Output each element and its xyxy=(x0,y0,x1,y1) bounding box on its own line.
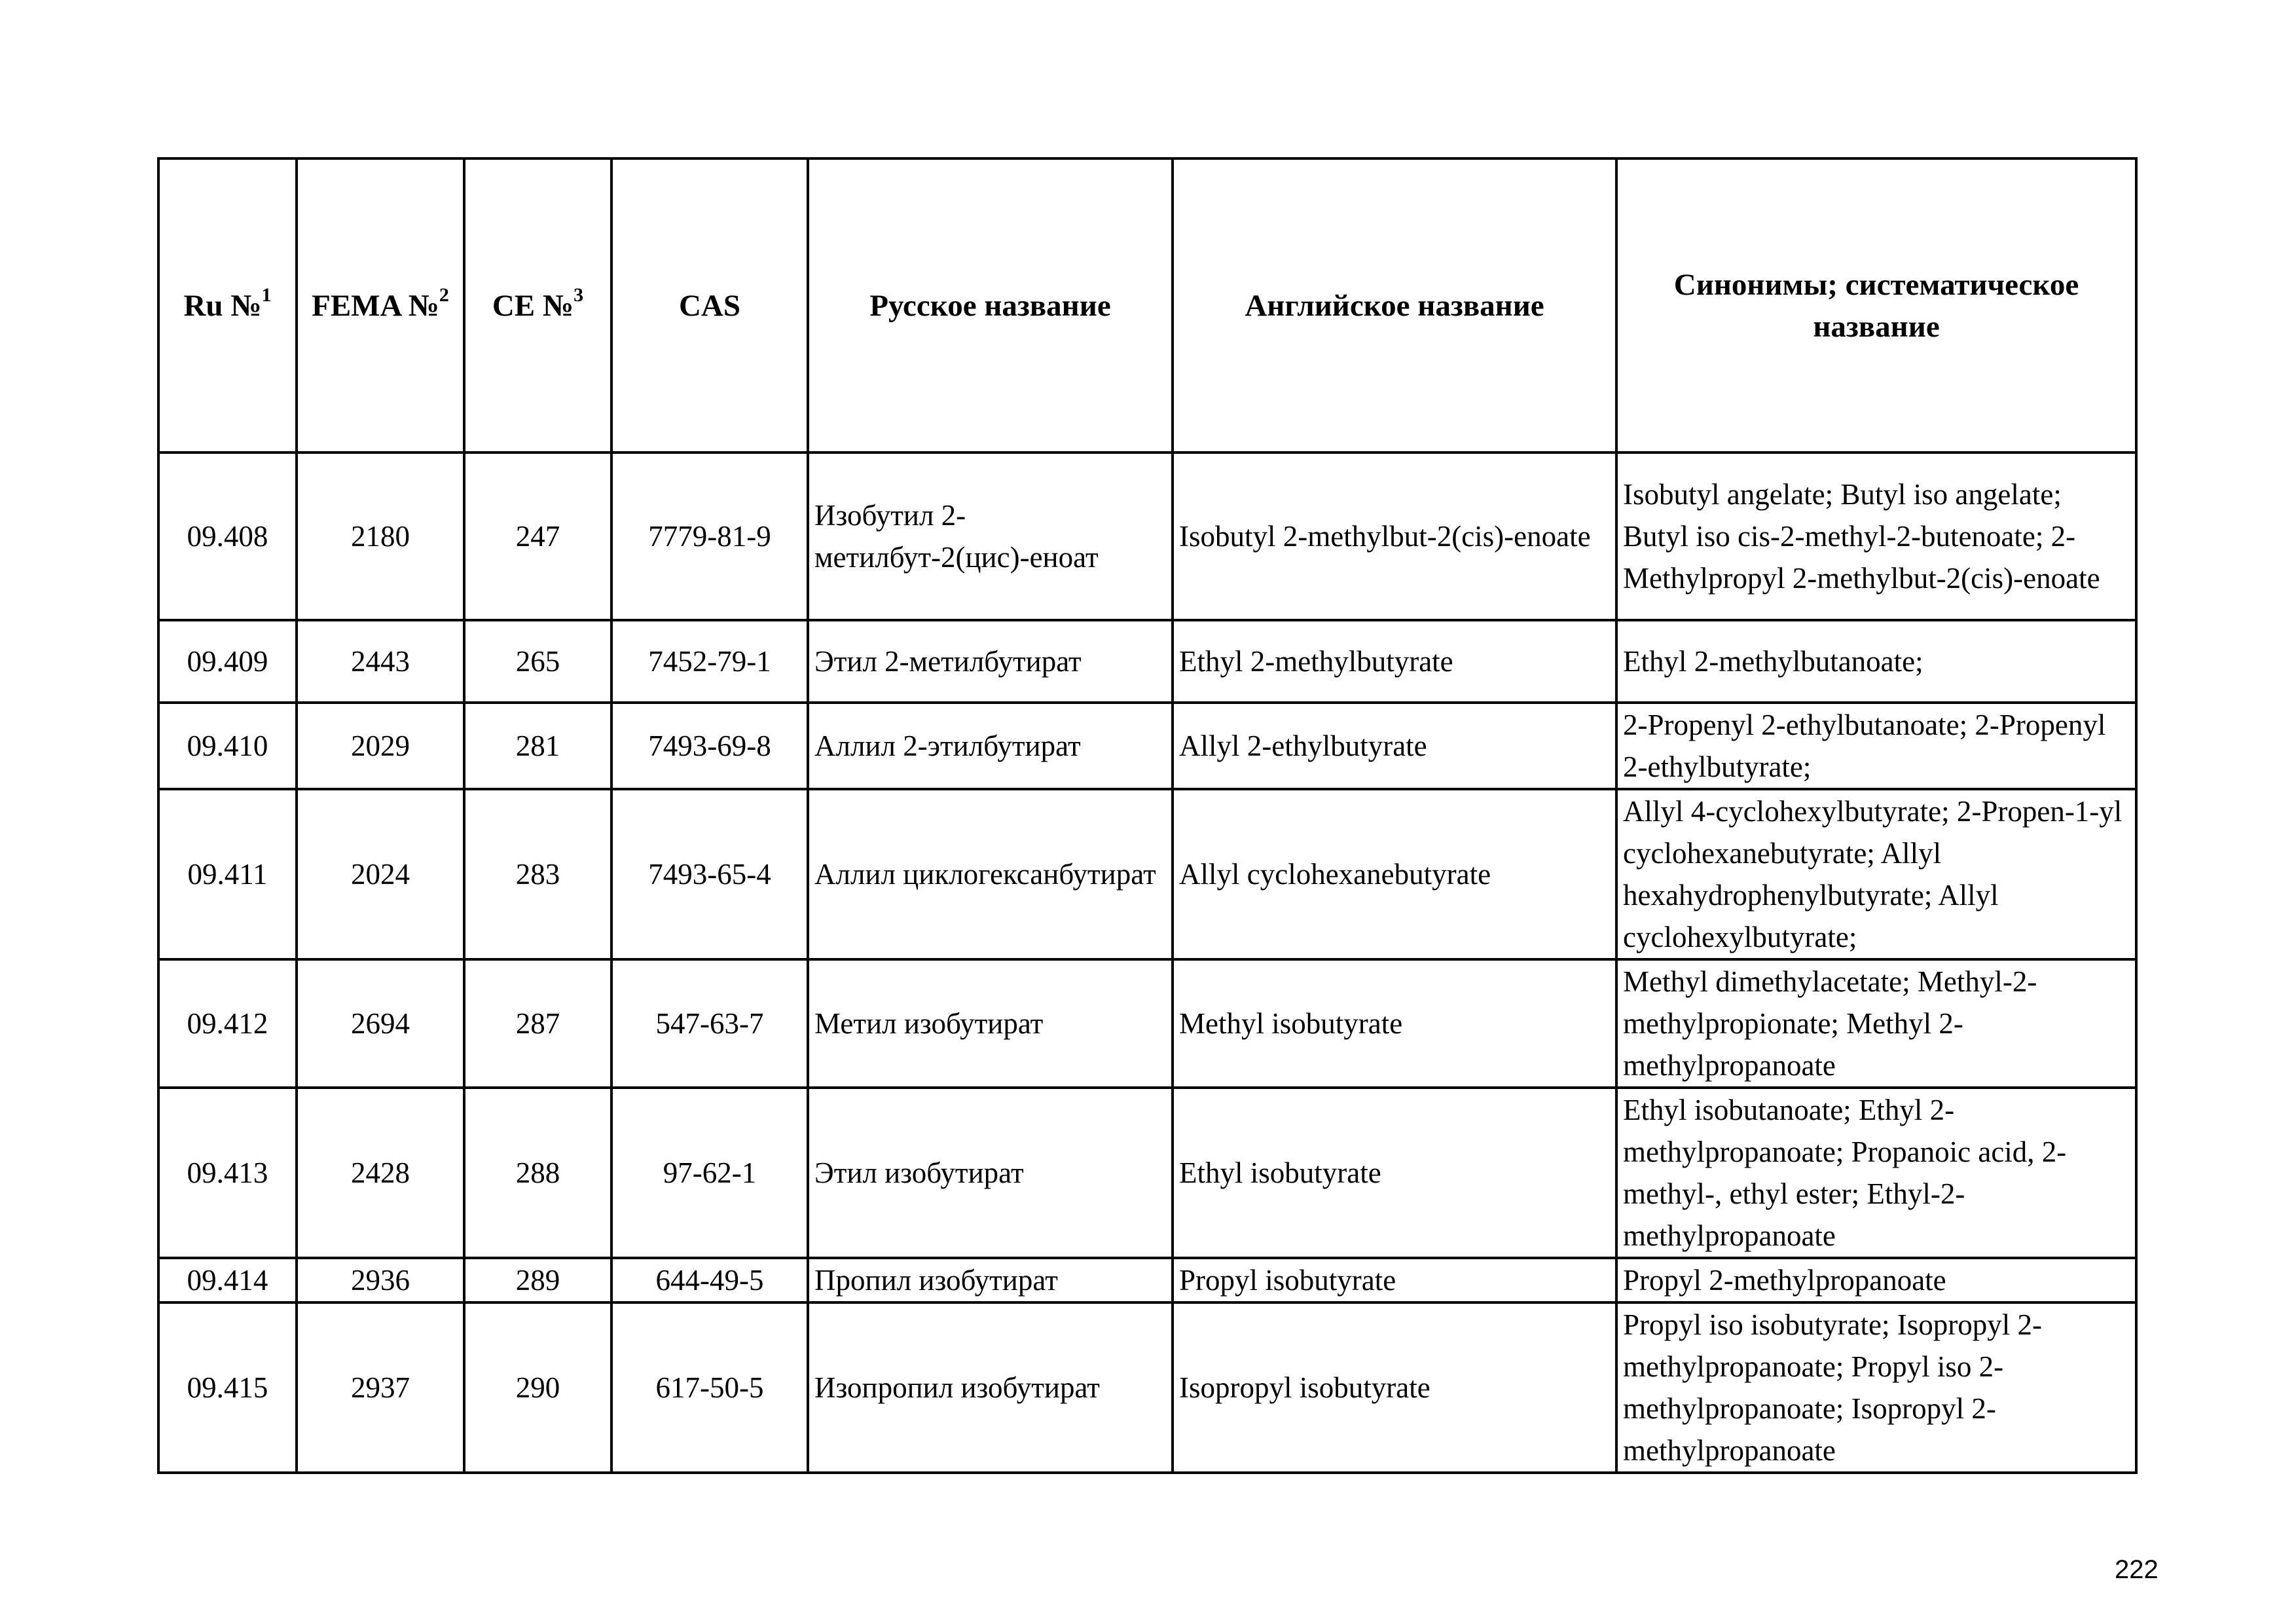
cell-cas: 7493-69-8 xyxy=(611,703,808,789)
cell-fema-number: 2937 xyxy=(297,1302,464,1473)
cell-fema-number: 2024 xyxy=(297,789,464,959)
cell-synonyms: Propyl iso isobutyrate; Isopropyl 2-methylpropanoate; Propyl iso 2-methylpropanoate; Isopropyl 2-methylpropanoate xyxy=(1616,1302,2136,1473)
table-row xyxy=(158,452,2136,620)
table-row xyxy=(158,620,2136,703)
cell-english-name: Ethyl 2-methylbutyrate xyxy=(1173,620,1616,703)
cell-cas: 7779-81-9 xyxy=(611,452,808,620)
cell-ce-number: 287 xyxy=(464,959,611,1088)
cell-ru-number: 09.409 xyxy=(158,620,297,703)
header-synonyms: Синонимы; систематическое название xyxy=(1616,158,2136,452)
footnote-marker: 1 xyxy=(261,284,272,306)
table-row xyxy=(158,1258,2136,1302)
cell-cas: 7452-79-1 xyxy=(611,620,808,703)
flavoring-substances-table xyxy=(157,157,2138,1474)
cell-ce-number: 290 xyxy=(464,1302,611,1473)
cell-ce-number: 288 xyxy=(464,1088,611,1258)
cell-ce-number: 265 xyxy=(464,620,611,703)
cell-russian-name: Пропил изобутират xyxy=(808,1258,1173,1302)
header-fema-number: FEMA №$^2$ xyxy=(297,158,464,452)
cell-synonyms: Methyl dimethylacetate; Methyl-2-methylpropionate; Methyl 2-methylpropanoate xyxy=(1616,959,2136,1088)
table-row xyxy=(158,789,2136,959)
cell-cas: 644-49-5 xyxy=(611,1258,808,1302)
cell-fema-number: 2180 xyxy=(297,452,464,620)
cell-ru-number: 09.411 xyxy=(158,789,297,959)
cell-english-name: Methyl isobutyrate xyxy=(1173,959,1616,1088)
cell-ce-number: 289 xyxy=(464,1258,611,1302)
cell-english-name: Ethyl isobutyrate xyxy=(1173,1088,1616,1258)
cell-english-name: Isopropyl isobutyrate xyxy=(1173,1302,1616,1473)
header-ru-number: Ru №$^1$ xyxy=(158,158,297,452)
footnote-marker: 3 xyxy=(574,284,584,306)
page-number: 222 xyxy=(2115,1555,2159,1584)
cell-cas: 97-62-1 xyxy=(611,1088,808,1258)
cell-fema-number: 2694 xyxy=(297,959,464,1088)
cell-ru-number: 09.413 xyxy=(158,1088,297,1258)
table-row xyxy=(158,959,2136,1088)
cell-ru-number: 09.410 xyxy=(158,703,297,789)
header-russian-name: Русское название xyxy=(808,158,1173,452)
cell-synonyms: Ethyl 2-methylbutanoate; xyxy=(1616,620,2136,703)
cell-cas: 7493-65-4 xyxy=(611,789,808,959)
table-row xyxy=(158,1302,2136,1473)
cell-russian-name: Изопропил изобутират xyxy=(808,1302,1173,1473)
cell-fema-number: 2443 xyxy=(297,620,464,703)
cell-ru-number: 09.412 xyxy=(158,959,297,1088)
cell-synonyms: Propyl 2-methylpropanoate xyxy=(1616,1258,2136,1302)
table-header-row xyxy=(158,158,2136,452)
header-cas: CAS xyxy=(611,158,808,452)
cell-english-name: Propyl isobutyrate xyxy=(1173,1258,1616,1302)
cell-fema-number: 2428 xyxy=(297,1088,464,1258)
cell-synonyms: Ethyl isobutanoate; Ethyl 2-methylpropanoate; Propanoic acid, 2-methyl-, ethyl ester; Ethyl-2-methylpropanoate xyxy=(1616,1088,2136,1258)
header-ce-number: CE №$^3$ xyxy=(464,158,611,452)
cell-fema-number: 2029 xyxy=(297,703,464,789)
footnote-marker: 2 xyxy=(439,284,449,306)
cell-synonyms: Isobutyl angelate; Butyl iso angelate; Butyl iso cis-2-methyl-2-butenoate; 2-Methylpropyl 2-methylbut-2(cis)-enoate xyxy=(1616,452,2136,620)
cell-ru-number: 09.415 xyxy=(158,1302,297,1473)
cell-synonyms: Allyl 4-cyclohexylbutyrate; 2-Propen-1-yl cyclohexanebutyrate; Allyl hexahydrophenylbutyrate; Allyl cyclohexylbutyrate; xyxy=(1616,789,2136,959)
cell-russian-name: Этил 2-метилбутират xyxy=(808,620,1173,703)
cell-ru-number: 09.414 xyxy=(158,1258,297,1302)
cell-russian-name: Изобутил 2-метилбут-2(цис)-еноат xyxy=(808,452,1173,620)
table-row xyxy=(158,1088,2136,1258)
cell-ce-number: 283 xyxy=(464,789,611,959)
cell-cas: 617-50-5 xyxy=(611,1302,808,1473)
cell-russian-name: Аллил циклогексанбутират xyxy=(808,789,1173,959)
cell-english-name: Isobutyl 2-methylbut-2(cis)-enoate xyxy=(1173,452,1616,620)
cell-ru-number: 09.408 xyxy=(158,452,297,620)
cell-english-name: Allyl cyclohexanebutyrate xyxy=(1173,789,1616,959)
cell-cas: 547-63-7 xyxy=(611,959,808,1088)
table-row xyxy=(158,703,2136,789)
cell-russian-name: Этил изобутират xyxy=(808,1088,1173,1258)
header-english-name: Английское название xyxy=(1173,158,1616,452)
cell-russian-name: Метил изобутират xyxy=(808,959,1173,1088)
cell-russian-name: Аллил 2-этилбутират xyxy=(808,703,1173,789)
cell-english-name: Allyl 2-ethylbutyrate xyxy=(1173,703,1616,789)
cell-fema-number: 2936 xyxy=(297,1258,464,1302)
cell-synonyms: 2-Propenyl 2-ethylbutanoate; 2-Propenyl 2-ethylbutyrate; xyxy=(1616,703,2136,789)
cell-ce-number: 247 xyxy=(464,452,611,620)
cell-ce-number: 281 xyxy=(464,703,611,789)
